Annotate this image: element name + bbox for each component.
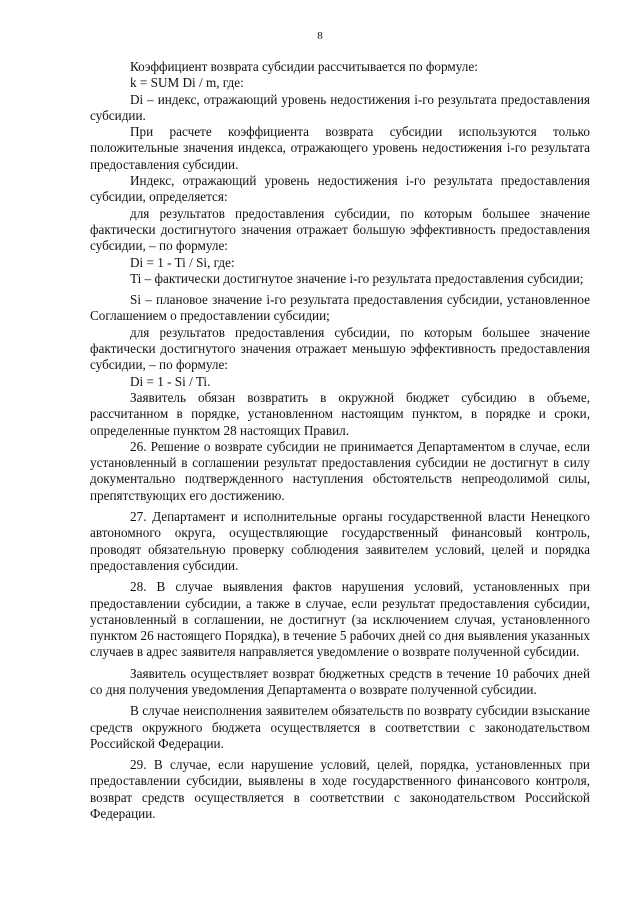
definition-si: Si – плановое значение i-го результата предоставления субсидии, установленное Соглашением о предоставлении субсидии; xyxy=(90,292,590,324)
definition-ti: Ti – фактически достигнутое значение i-го результата предоставления субсидии; xyxy=(130,270,584,286)
clause-26: 26. Решение о возврате субсидии не принимается Департаментом в случае, если установленный в соглашении результат предоставления субсидии не достигнут в силу документально подтвержденного наступления обстоятельств непреодолимой силы, препятствующих его достижению. xyxy=(90,438,590,503)
paragraph-index-defined: Индекс, отражающий уровень недостижения i-го результата предоставления субсидии, определяется: xyxy=(90,173,590,205)
formula-di-2: Di = 1 - Si / Ti. xyxy=(130,373,211,389)
paragraph-non-fulfilment: В случае неисполнения заявителем обязательств по возврату субсидии взыскание средств окружного бюджета осуществляется в соответствии с законодательством Российской Федерации. xyxy=(90,703,590,751)
formula-di-1: Di = 1 - Ti / Si, где: xyxy=(130,254,235,270)
paragraph-return-term: Заявитель осуществляет возврат бюджетных средств в течение 10 рабочих дней со дня получения уведомления Департамента о возврате полученной субсидии. xyxy=(90,665,590,697)
clause-27: 27. Департамент и исполнительные органы государственной власти Ненецкого автономного округа, осуществляющие государственный финансовый контроль, проводят обязательную проверку соблюдения заявителем условий, целей и порядка предоставления субсидии. xyxy=(90,509,590,573)
clause-28: 28. В случае выявления фактов нарушения условий, установленных при предоставлении субсидии, а также в случае, если результат предоставления субсидии, установленный в соглашении, не достигнут (за исключением случая, установленного пунктом 26 настоящего Порядка), в течение 5 рабочих дней со дня выявления указанных случаев в адрес заявителя направляется уведомление о возврате полученной субсидии. xyxy=(90,579,590,660)
definition-di: Di – индекс, отражающий уровень недостижения i-го результата предоставления субсидии. xyxy=(90,91,590,123)
paragraph-greater-efficiency: для результатов предоставления субсидии, по которым большее значение фактически достигнутого значения отражает большую эффективность предоставления субсидии, – по формуле: xyxy=(90,205,590,254)
paragraph-positive-values: При расчете коэффициента возврата субсидии используются только положительные значения индекса, отражающего уровень недостижения i-го результата предоставления субсидии. xyxy=(90,124,590,172)
formula-k: k = SUM Di / m, где: xyxy=(130,75,244,91)
paragraph-lesser-efficiency: для результатов предоставления субсидии, по которым большее значение фактически достигнутого значения отражает меньшую эффективность предоставления субсидии, – по формуле: xyxy=(90,324,590,373)
document-body xyxy=(90,59,590,822)
clause-29: 29. В случае, если нарушение условий, целей, порядка, установленных при предоставлении субсидии, выявлены в ходе государственного финансового контроля, возврат средств осуществляется в соответствии с законодательством Российской Федерации. xyxy=(90,757,590,822)
page-number: 8 xyxy=(317,30,323,42)
paragraph-applicant-obliged: Заявитель обязан возвратить в окружной бюджет субсидию в объеме, рассчитанном в порядке, установленном настоящим пунктом, в порядке и сроки, определенные пунктом 28 настоящих Правил. xyxy=(90,389,590,438)
paragraph-coefficient-intro: Коэффициент возврата субсидии рассчитывается по формуле: xyxy=(130,59,478,74)
